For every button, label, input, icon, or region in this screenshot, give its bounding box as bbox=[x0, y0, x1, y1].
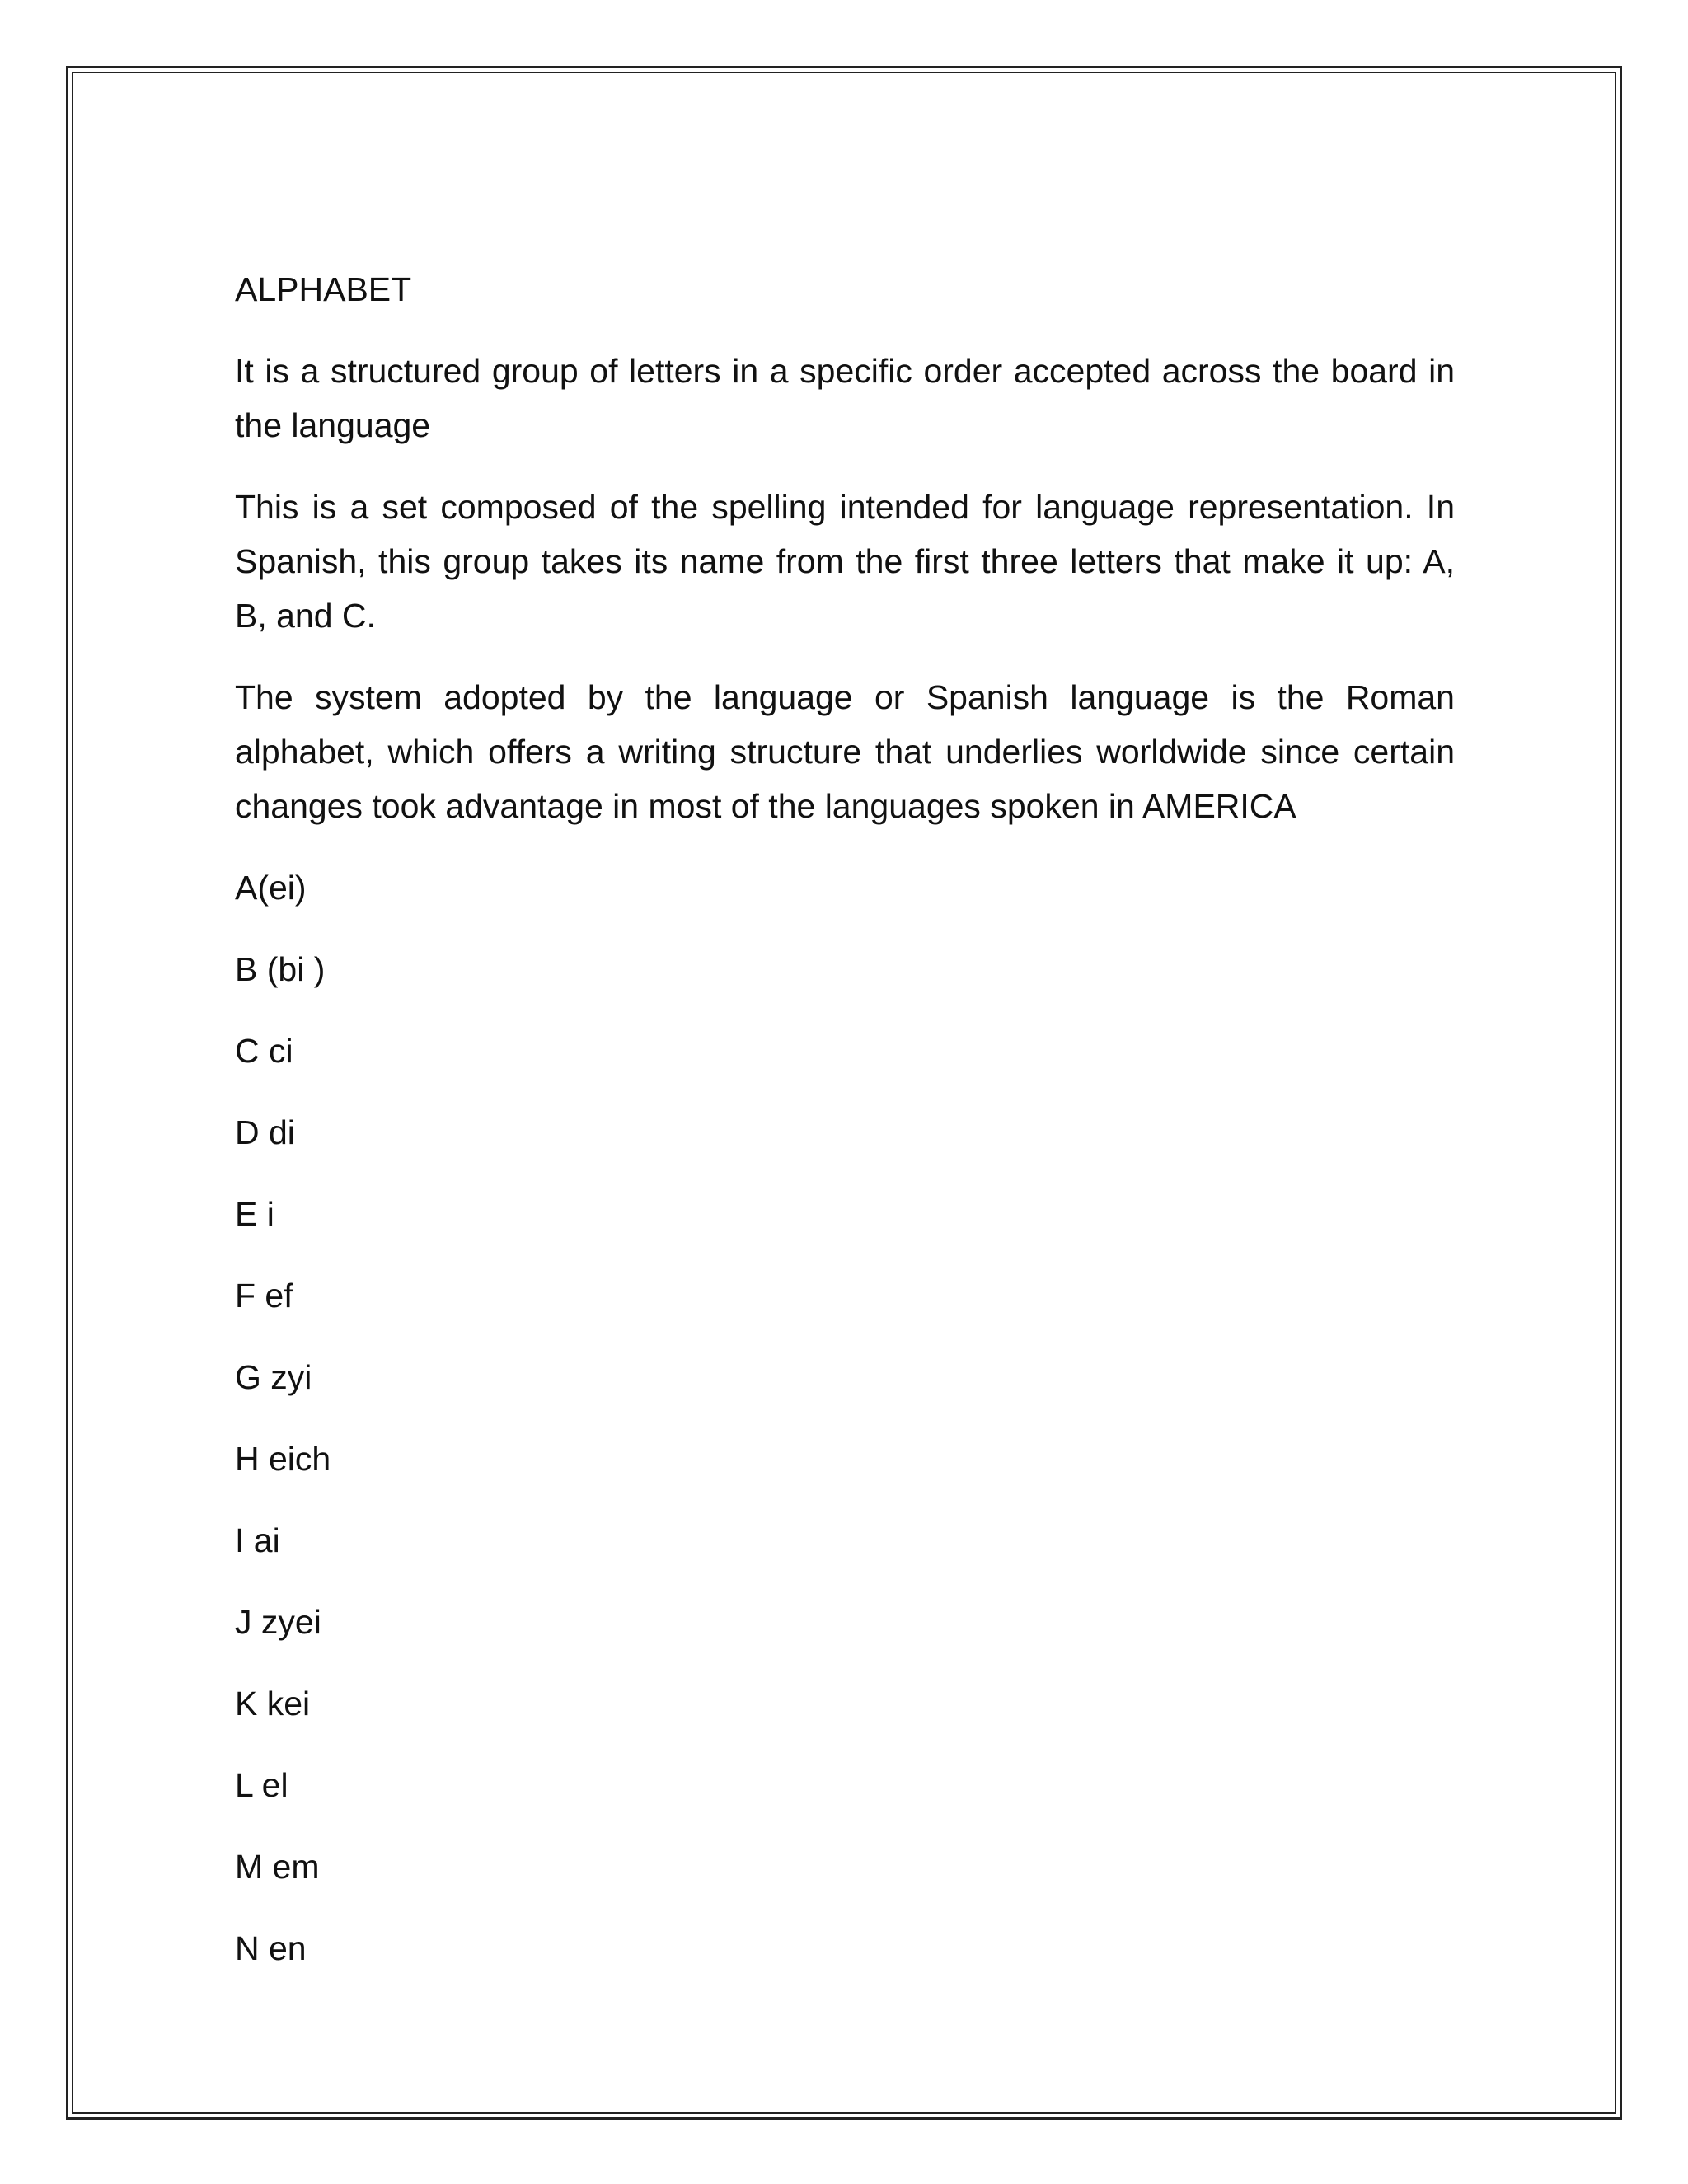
list-item: E i bbox=[235, 1195, 274, 1233]
document-body bbox=[235, 262, 1455, 2003]
paragraph-composition: This is a set composed of the spelling intended for language representation. In Spanish, this group takes its name from the first three letters that make it up: A, B, and C. bbox=[235, 488, 1455, 635]
paragraph-definition: It is a structured group of letters in a specific order accepted across the board in the language bbox=[235, 352, 1455, 444]
list-item: J zyei bbox=[235, 1603, 321, 1641]
list-item: A(ei) bbox=[235, 869, 307, 907]
list-item: N en bbox=[235, 1929, 307, 1967]
list-item: C ci bbox=[235, 1032, 293, 1070]
list-item: H eich bbox=[235, 1440, 331, 1478]
list-item: D di bbox=[235, 1113, 295, 1151]
list-item: K kei bbox=[235, 1685, 311, 1722]
list-item: I ai bbox=[235, 1521, 280, 1559]
paragraph-system: The system adopted by the language or Spanish language is the Roman alphabet, which offers a writing structure that underlies worldwide since certain changes took advantage in most of the languages spoken in AMERICA bbox=[235, 678, 1455, 825]
list-item: F ef bbox=[235, 1277, 293, 1315]
list-item: M em bbox=[235, 1848, 320, 1886]
document-title: ALPHABET bbox=[235, 270, 412, 308]
list-item: L el bbox=[235, 1766, 288, 1804]
list-item: B (bi ) bbox=[235, 950, 326, 988]
list-item: G zyi bbox=[235, 1358, 312, 1396]
letter-list bbox=[235, 860, 1455, 1975]
